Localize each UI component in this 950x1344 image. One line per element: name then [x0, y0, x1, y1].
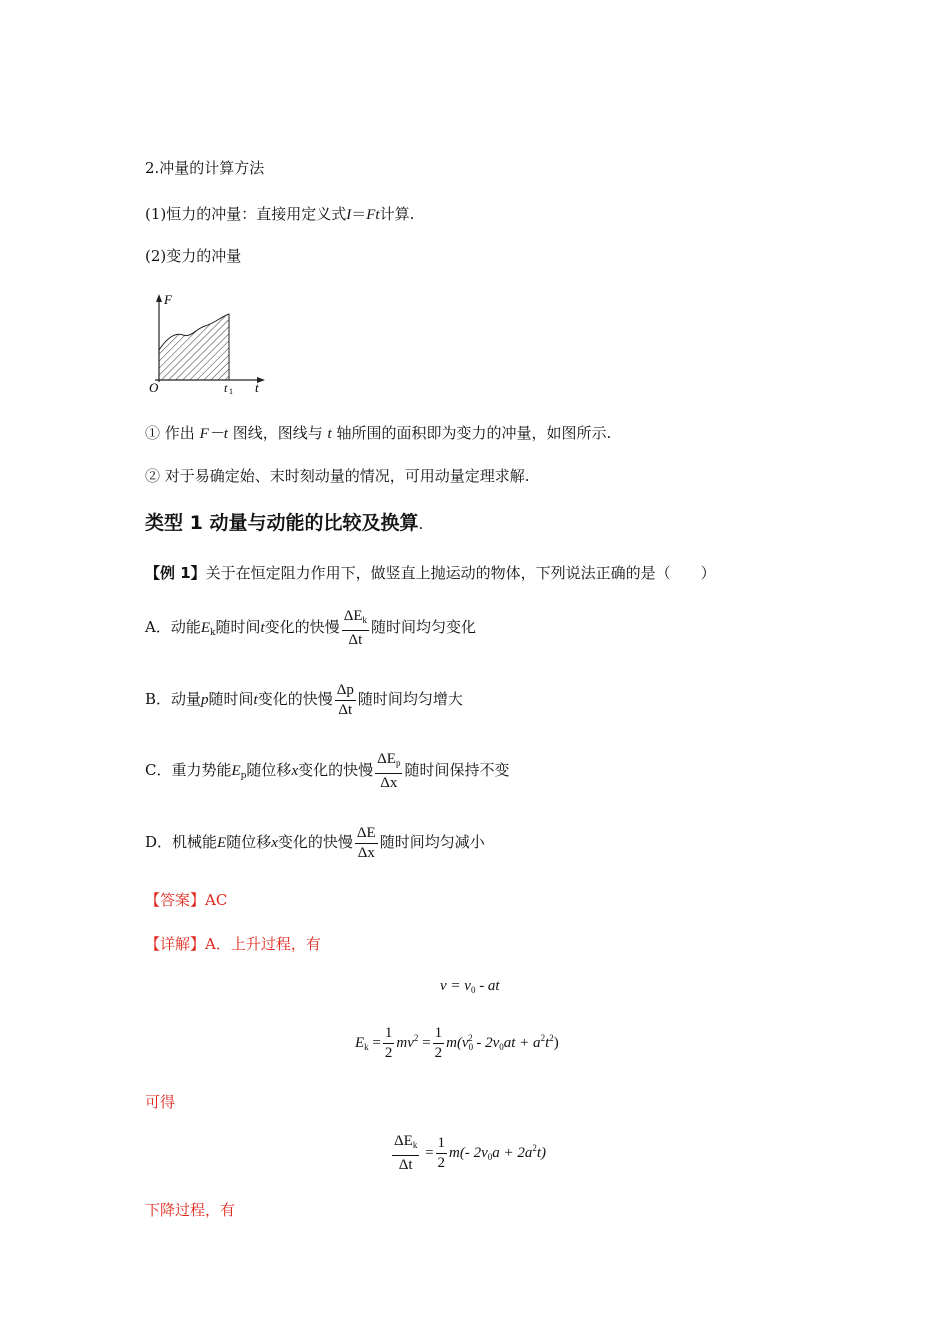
type-heading: 类型 1 动量与动能的比较及换算. — [145, 512, 424, 534]
equation-rate-of-kinetic-energy: $\frac{\Delta E_k}{\Delta t}$ = $\frac{1}{2}$ m(- $2v_0a + 2a^2t$) — [394, 1133, 547, 1173]
example-question: 【例 1】关于在恒定阻力作用下，做竖直上抛运动的物体，下列说法正确的是（ ） — [145, 564, 716, 582]
can-get-line: 可得 — [145, 1093, 176, 1111]
option-c: C．重力势能$E_p$随位移x变化的快慢 $\frac{\Delta E_p}{\Delta x}$ 随时间保持不变 — [145, 750, 510, 791]
descend-line: 下降过程，有 — [145, 1201, 236, 1219]
y-axis-label: F — [164, 292, 172, 307]
section-title: 2.冲量的计算方法 — [145, 159, 265, 177]
t1-label: t — [224, 381, 228, 395]
note-2: ② 对于易确定始、末时刻动量的情况，可用动量定理求解. — [145, 467, 530, 485]
note-1: ① 作出 F－t 图线，图线与 t 轴所围的面积即为变力的冲量，如图所示. — [145, 424, 612, 442]
impulse-area — [159, 314, 229, 380]
option-a: A．动能$E_k$随时间t变化的快慢 $\frac{\Delta E_k}{\Delta t}$ 随时间均匀变化 — [145, 607, 477, 648]
detail-line: 【详解】A．上升过程，有 — [145, 935, 321, 953]
option-b-fraction: $\frac{\Delta p}{\Delta t}$ — [336, 681, 354, 718]
impulse-constant-force-line: (1)恒力的冲量：直接用定义式I＝Ft计算. — [145, 205, 415, 223]
equation-velocity: $v = v_0$ - at — [440, 978, 500, 995]
force-time-graph — [145, 290, 270, 396]
origin-label: O — [149, 380, 159, 395]
x-axis-label: t — [255, 380, 259, 395]
option-b: B．动量p随时间t变化的快慢 $\frac{\Delta p}{\Delta t}$ 随时间均匀增大 — [145, 681, 463, 718]
option-c-fraction: $\frac{\Delta E_p}{\Delta x}$ — [377, 750, 401, 791]
option-d: D．机械能E随位移x变化的快慢 $\frac{\Delta E}{\Delta x}$ 随时间均匀减小 — [145, 824, 485, 861]
t1-subscript: 1 — [229, 387, 233, 396]
equation-kinetic-energy: $E_k$ = $\frac{1}{2}$ $mv^2$ = $\frac{1}{2}$ $m(v_0^2 - 2v_0at + a^2t^2)$ — [355, 1025, 559, 1061]
answer-line: 【答案】AC — [145, 891, 228, 909]
y-axis-arrow — [156, 294, 162, 302]
option-a-fraction: $\frac{\Delta E_k}{\Delta t}$ — [343, 607, 367, 648]
impulse-variable-force-line: (2)变力的冲量 — [145, 247, 242, 265]
option-d-fraction: $\frac{\Delta E}{\Delta x}$ — [356, 824, 376, 861]
